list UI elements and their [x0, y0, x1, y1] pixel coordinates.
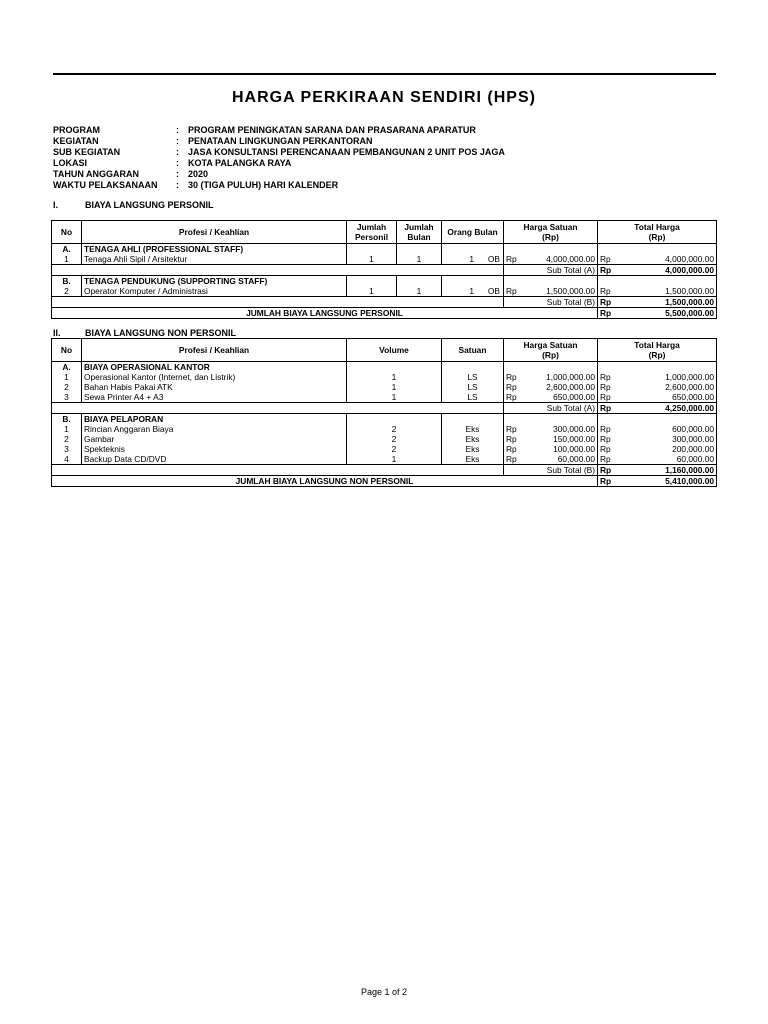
row-harga: 4,000,000.00 — [518, 254, 598, 265]
jumlah-row — [52, 308, 717, 319]
info-key: PROGRAM — [53, 125, 100, 135]
jumlah-row — [52, 476, 717, 487]
table-row — [52, 254, 717, 265]
row-orang-bulan — [442, 286, 504, 297]
header-line: Bulan — [407, 232, 431, 242]
row-harga: 100,000.00 — [518, 444, 598, 454]
top-rule — [53, 73, 716, 75]
row-satuan: Eks — [442, 454, 504, 465]
info-row-tahun-anggaran — [53, 169, 505, 180]
row-rp: Rp — [600, 444, 611, 454]
header-profesi: Profesi / Keahlian — [82, 221, 347, 244]
jumlah-value: 5,500,000.00 — [616, 308, 717, 319]
row-no: 4 — [52, 454, 82, 465]
page-footer: Page 1 of 2 — [360, 987, 408, 997]
section-title: BIAYA LANGSUNG PERSONIL — [85, 200, 214, 210]
subtotal-label: Sub Total (A) — [504, 403, 598, 414]
row-rp: Rp — [506, 392, 517, 402]
group-code: B. — [52, 276, 82, 287]
row-satuan: LS — [442, 382, 504, 392]
row-no: 3 — [52, 444, 82, 454]
table-row — [52, 286, 717, 297]
info-row-waktu-pelaksanaan — [53, 180, 505, 191]
header-line: (Rp) — [648, 350, 666, 360]
info-colon: : — [176, 158, 179, 168]
header-line: Jumlah — [404, 222, 434, 232]
header-orang-bulan: Orang Bulan — [442, 221, 504, 244]
header-line: (Rp) — [542, 350, 559, 360]
table-header-row — [52, 221, 717, 244]
row-total: 1,000,000.00 — [616, 372, 717, 382]
group-code: A. — [52, 244, 82, 255]
header-harga-satuan — [504, 339, 598, 362]
row-no: 1 — [52, 372, 82, 382]
row-rp: Rp — [506, 424, 517, 434]
row-ob-unit: OB — [487, 254, 500, 264]
row-total: 2,600,000.00 — [616, 382, 717, 392]
row-satuan: LS — [442, 392, 504, 403]
section-2-heading — [53, 328, 236, 338]
subtotal-row — [52, 465, 717, 476]
header-line: Jumlah — [356, 222, 387, 232]
table-row — [52, 444, 717, 454]
page-title: HARGA PERKIRAAN SENDIRI (HPS) — [232, 89, 536, 106]
row-no: 1 — [52, 254, 82, 265]
row-rp: Rp — [506, 372, 517, 382]
info-colon: : — [176, 180, 179, 190]
group-row — [52, 362, 717, 373]
row-volume: 1 — [347, 392, 442, 403]
subtotal-value: 4,250,000.00 — [616, 403, 717, 414]
row-orang-bulan — [442, 254, 504, 265]
table-row — [52, 372, 717, 382]
row-volume: 1 — [347, 454, 442, 465]
row-name: Gambar — [82, 434, 347, 444]
subtotal-rp: Rp — [598, 297, 616, 308]
row-total: 4,000,000.00 — [616, 254, 717, 265]
row-rp: Rp — [600, 254, 611, 264]
header-line: Total Harga — [634, 222, 680, 232]
row-harga: 300,000.00 — [518, 424, 598, 434]
row-total: 300,000.00 — [616, 434, 717, 444]
info-key: LOKASI — [53, 158, 88, 168]
row-harga: 60,000.00 — [518, 454, 598, 465]
header-jumlah-personil — [347, 221, 397, 244]
subtotal-value: 4,000,000.00 — [616, 265, 717, 276]
row-personil: 1 — [347, 254, 397, 265]
jumlah-rp: Rp — [598, 476, 616, 487]
subtotal-rp: Rp — [598, 403, 616, 414]
row-volume: 2 — [347, 424, 442, 434]
row-rp: Rp — [600, 286, 611, 296]
row-total: 60,000.00 — [616, 454, 717, 465]
info-value: KOTA PALANGKA RAYA — [188, 158, 292, 168]
info-row-sub-kegiatan — [53, 147, 505, 158]
group-code: A. — [52, 362, 82, 373]
row-volume: 2 — [347, 444, 442, 454]
jumlah-value: 5,410,000.00 — [616, 476, 717, 487]
row-rp: Rp — [506, 454, 517, 464]
info-value: PROGRAM PENINGKATAN SARANA DAN PRASARANA APARATUR — [188, 125, 476, 135]
row-rp: Rp — [506, 382, 517, 392]
row-harga: 150,000.00 — [518, 434, 598, 444]
row-rp: Rp — [600, 372, 611, 382]
group-row — [52, 276, 717, 287]
row-personil: 1 — [347, 286, 397, 297]
row-name: Backup Data CD/DVD — [82, 454, 347, 465]
row-rp: Rp — [506, 254, 517, 264]
subtotal-row — [52, 403, 717, 414]
row-no: 2 — [52, 382, 82, 392]
row-name: Operasional Kantor (Internet, dan Listrik) — [82, 372, 347, 382]
section-number: I. — [53, 200, 59, 210]
header-satuan: Satuan — [442, 339, 504, 362]
header-total-harga — [598, 221, 717, 244]
row-harga: 1,000,000.00 — [518, 372, 598, 382]
table-row — [52, 454, 717, 465]
section-1-heading — [53, 200, 214, 210]
row-no: 2 — [52, 434, 82, 444]
subtotal-value: 1,160,000.00 — [616, 465, 717, 476]
group-row — [52, 244, 717, 255]
group-name: BIAYA PELAPORAN — [82, 414, 347, 425]
table-biaya-personil — [51, 220, 717, 319]
table-row — [52, 434, 717, 444]
row-no: 1 — [52, 424, 82, 434]
row-total: 600,000.00 — [616, 424, 717, 434]
row-rp: Rp — [506, 444, 517, 454]
row-total: 650,000.00 — [616, 392, 717, 403]
section-number: II. — [53, 328, 61, 338]
group-code: B. — [52, 414, 82, 425]
group-name: TENAGA AHLI (PROFESSIONAL STAFF) — [82, 244, 347, 255]
row-name: Bahan Habis Pakai ATK — [82, 382, 347, 392]
info-value: 30 (TIGA PULUH) HARI KALENDER — [188, 180, 339, 190]
info-key: TAHUN ANGGARAN — [53, 169, 139, 179]
row-satuan: LS — [442, 372, 504, 382]
row-volume: 1 — [347, 382, 442, 392]
row-rp: Rp — [600, 434, 611, 444]
section-title: BIAYA LANGSUNG NON PERSONIL — [85, 328, 237, 338]
info-block — [53, 125, 505, 191]
row-name: Rincian Anggaran Biaya — [82, 424, 347, 434]
row-no: 2 — [52, 286, 82, 297]
table-row — [52, 392, 717, 403]
info-row-program — [53, 125, 505, 136]
row-name: Tenaga Ahli Sipil / Arsitektur — [82, 254, 347, 265]
header-no: No — [52, 221, 82, 244]
jumlah-label: JUMLAH BIAYA LANGSUNG PERSONIL — [52, 308, 598, 319]
row-harga: 650,000.00 — [518, 392, 598, 403]
jumlah-label: JUMLAH BIAYA LANGSUNG NON PERSONIL — [52, 476, 598, 487]
header-profesi: Profesi / Keahlian — [82, 339, 347, 362]
subtotal-rp: Rp — [598, 465, 616, 476]
info-value: JASA KONSULTANSI PERENCANAAN PEMBANGUNAN 2 UNIT POS JAGA — [188, 147, 505, 157]
row-total: 200,000.00 — [616, 444, 717, 454]
header-line: Harga Satuan — [523, 222, 578, 232]
row-harga: 1,500,000.00 — [518, 286, 598, 297]
row-harga: 2,600,000.00 — [518, 382, 598, 392]
header-line: Total Harga — [634, 340, 680, 350]
row-total: 1,500,000.00 — [616, 286, 717, 297]
subtotal-value: 1,500,000.00 — [616, 297, 717, 308]
row-volume: 2 — [347, 434, 442, 444]
header-line: (Rp) — [542, 232, 559, 242]
row-rp: Rp — [600, 424, 611, 434]
row-rp: Rp — [506, 286, 517, 296]
row-rp: Rp — [600, 454, 611, 464]
info-row-lokasi — [53, 158, 505, 169]
jumlah-rp: Rp — [598, 308, 616, 319]
table-biaya-non-personil — [51, 338, 717, 487]
row-satuan: Eks — [442, 434, 504, 444]
subtotal-label: Sub Total (B) — [504, 297, 598, 308]
info-colon: : — [176, 147, 179, 157]
row-no: 3 — [52, 392, 82, 403]
table-row — [52, 382, 717, 392]
table-header-row — [52, 339, 717, 362]
info-colon: : — [176, 125, 179, 135]
subtotal-label: Sub Total (A) — [504, 265, 598, 276]
info-key: KEGIATAN — [53, 136, 99, 146]
row-ob: 1 — [469, 286, 474, 296]
info-key: SUB KEGIATAN — [53, 147, 121, 157]
row-ob-unit: OB — [487, 286, 500, 296]
info-colon: : — [176, 136, 179, 146]
info-value: 2020 — [188, 169, 209, 179]
group-name: BIAYA OPERASIONAL KANTOR — [82, 362, 347, 373]
row-volume: 1 — [347, 372, 442, 382]
group-name: TENAGA PENDUKUNG (SUPPORTING STAFF) — [82, 276, 347, 287]
row-ob: 1 — [469, 254, 474, 264]
header-volume: Volume — [347, 339, 442, 362]
subtotal-row — [52, 265, 717, 276]
row-bulan: 1 — [397, 254, 442, 265]
group-row — [52, 414, 717, 425]
row-name: Spekteknis — [82, 444, 347, 454]
row-rp: Rp — [600, 392, 611, 402]
row-rp: Rp — [600, 382, 611, 392]
header-line: (Rp) — [648, 232, 666, 242]
row-bulan: 1 — [397, 286, 442, 297]
info-value: PENATAAN LINGKUNGAN PERKANTORAN — [188, 136, 373, 146]
row-rp: Rp — [506, 434, 517, 444]
header-jumlah-bulan — [397, 221, 442, 244]
table-row — [52, 424, 717, 434]
header-harga-satuan — [504, 221, 598, 244]
row-name: Operator Komputer / Administrasi — [82, 286, 347, 297]
row-satuan: Eks — [442, 424, 504, 434]
row-name: Sewa Printer A4 + A3 — [82, 392, 347, 403]
header-total-harga — [598, 339, 717, 362]
subtotal-label: Sub Total (B) — [504, 465, 598, 476]
info-row-kegiatan — [53, 136, 505, 147]
info-colon: : — [176, 169, 179, 179]
subtotal-rp: Rp — [598, 265, 616, 276]
header-line: Personil — [354, 232, 389, 242]
row-satuan: Eks — [442, 444, 504, 454]
subtotal-row — [52, 297, 717, 308]
info-key: WAKTU PELAKSANAAN — [53, 180, 158, 190]
header-no: No — [52, 339, 82, 362]
header-line: Harga Satuan — [523, 340, 578, 350]
